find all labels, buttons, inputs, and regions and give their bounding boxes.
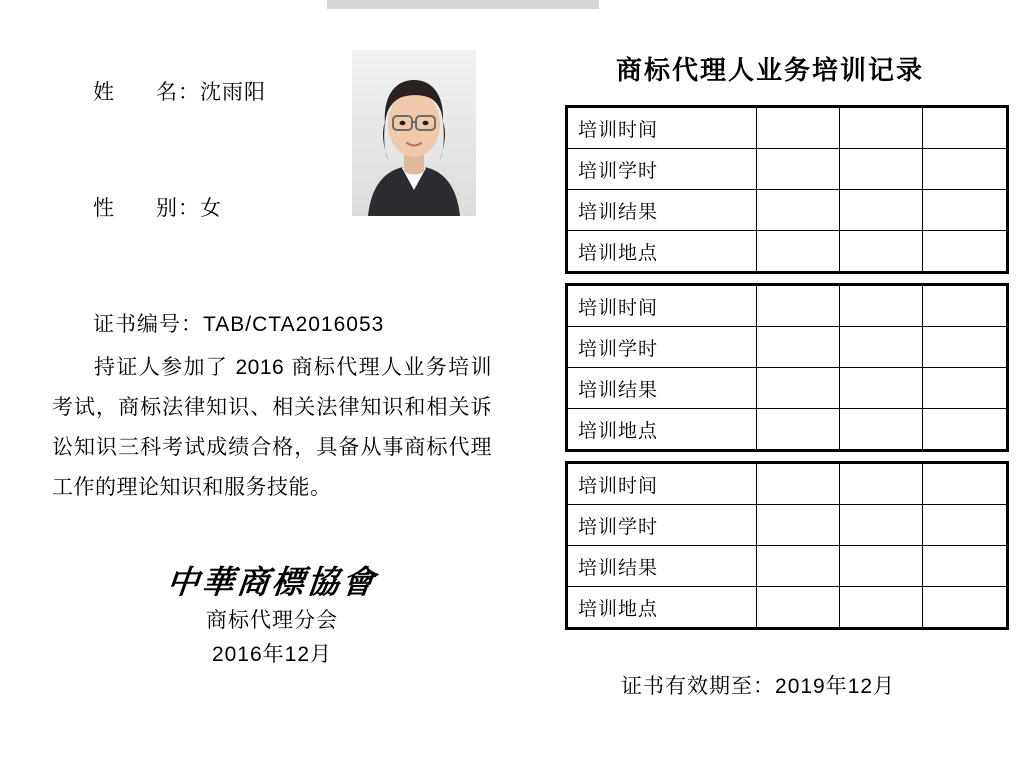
row-cell-3[interactable] [923,149,1007,190]
name-label: 姓 名： [93,81,201,104]
row-cell-3[interactable] [923,108,1007,149]
row-label: 培训学时 [568,149,757,190]
table-row [568,108,1007,149]
row-label: 培训结果 [568,368,757,409]
row-cell-2[interactable] [840,368,923,409]
row-cell-1[interactable] [756,190,839,231]
row-label: 培训时间 [568,286,757,327]
row-cell-3[interactable] [923,546,1007,587]
row-cell-1[interactable] [756,464,839,505]
row-cell-2[interactable] [840,546,923,587]
row-cell-2[interactable] [840,108,923,149]
certificate-number-value: TAB/CTA2016053 [203,313,385,336]
row-cell-2[interactable] [840,505,923,546]
table-row [568,587,1007,628]
page-footer-space [0,706,1017,766]
row-cell-3[interactable] [923,327,1007,368]
row-cell-3[interactable] [923,587,1007,628]
table-row [568,546,1007,587]
row-label: 培训时间 [568,108,757,149]
row-cell-2[interactable] [840,464,923,505]
gender-label: 性 别： [93,197,201,220]
row-label: 培训地点 [568,231,757,272]
table-row [568,327,1007,368]
gender-value: 女 [200,197,223,220]
row-label: 培训地点 [568,409,757,450]
row-cell-2[interactable] [840,231,923,272]
row-cell-3[interactable] [923,190,1007,231]
row-label: 培训结果 [568,190,757,231]
table-row [568,368,1007,409]
row-label: 培训学时 [568,327,757,368]
row-cell-1[interactable] [756,231,839,272]
row-label: 培训时间 [568,464,757,505]
table-row [568,286,1007,327]
name-field [52,52,266,130]
training-record-table [565,283,1009,452]
row-cell-3[interactable] [923,231,1007,272]
validity-value: 2019年12月 [775,675,896,698]
row-cell-1[interactable] [756,327,839,368]
row-label: 培训结果 [568,546,757,587]
certificate-number-label: 证书编号： [93,313,204,336]
validity-label: 证书有效期至： [621,675,776,698]
row-label: 培训地点 [568,587,757,628]
issuer-seal-block [52,560,492,672]
training-record-table [565,105,1009,274]
name-value: 沈雨阳 [200,81,267,104]
row-cell-3[interactable] [923,464,1007,505]
table-row [568,505,1007,546]
row-cell-3[interactable] [923,368,1007,409]
issue-date: 2016年12月 [211,643,333,666]
training-record-title: 商标代理人业务培训记录 [615,55,924,85]
row-cell-2[interactable] [840,190,923,231]
table-row [568,149,1007,190]
row-cell-2[interactable] [840,327,923,368]
table-row [568,464,1007,505]
row-label: 培训学时 [568,505,757,546]
table-row [568,409,1007,450]
training-record-table [565,461,1009,630]
row-cell-1[interactable] [756,149,839,190]
row-cell-3[interactable] [923,409,1007,450]
row-cell-3[interactable] [923,505,1007,546]
certificate-right-panel [540,0,1017,766]
table-row [568,190,1007,231]
row-cell-2[interactable] [840,587,923,628]
row-cell-2[interactable] [840,409,923,450]
row-cell-1[interactable] [756,546,839,587]
portrait-photo [352,50,476,216]
row-cell-3[interactable] [923,286,1007,327]
row-cell-1[interactable] [756,587,839,628]
gender-field [52,168,222,246]
row-cell-2[interactable] [840,149,923,190]
row-cell-2[interactable] [840,286,923,327]
row-cell-1[interactable] [756,286,839,327]
row-cell-1[interactable] [756,505,839,546]
row-cell-1[interactable] [756,368,839,409]
certificate-body-text: 持证人参加了 2016 商标代理人业务培训考试，商标法律知识、相关法律知识和相关诉讼知识三科考试成绩合格，具备从事商标代理工作的理论知识和服务技能。 [52,356,492,499]
issuer-subdivision: 商标代理分会 [206,609,338,632]
row-cell-1[interactable] [756,108,839,149]
row-cell-1[interactable] [756,409,839,450]
table-row [568,231,1007,272]
issuer-seal-signature: 中華商標協會 [164,563,379,601]
